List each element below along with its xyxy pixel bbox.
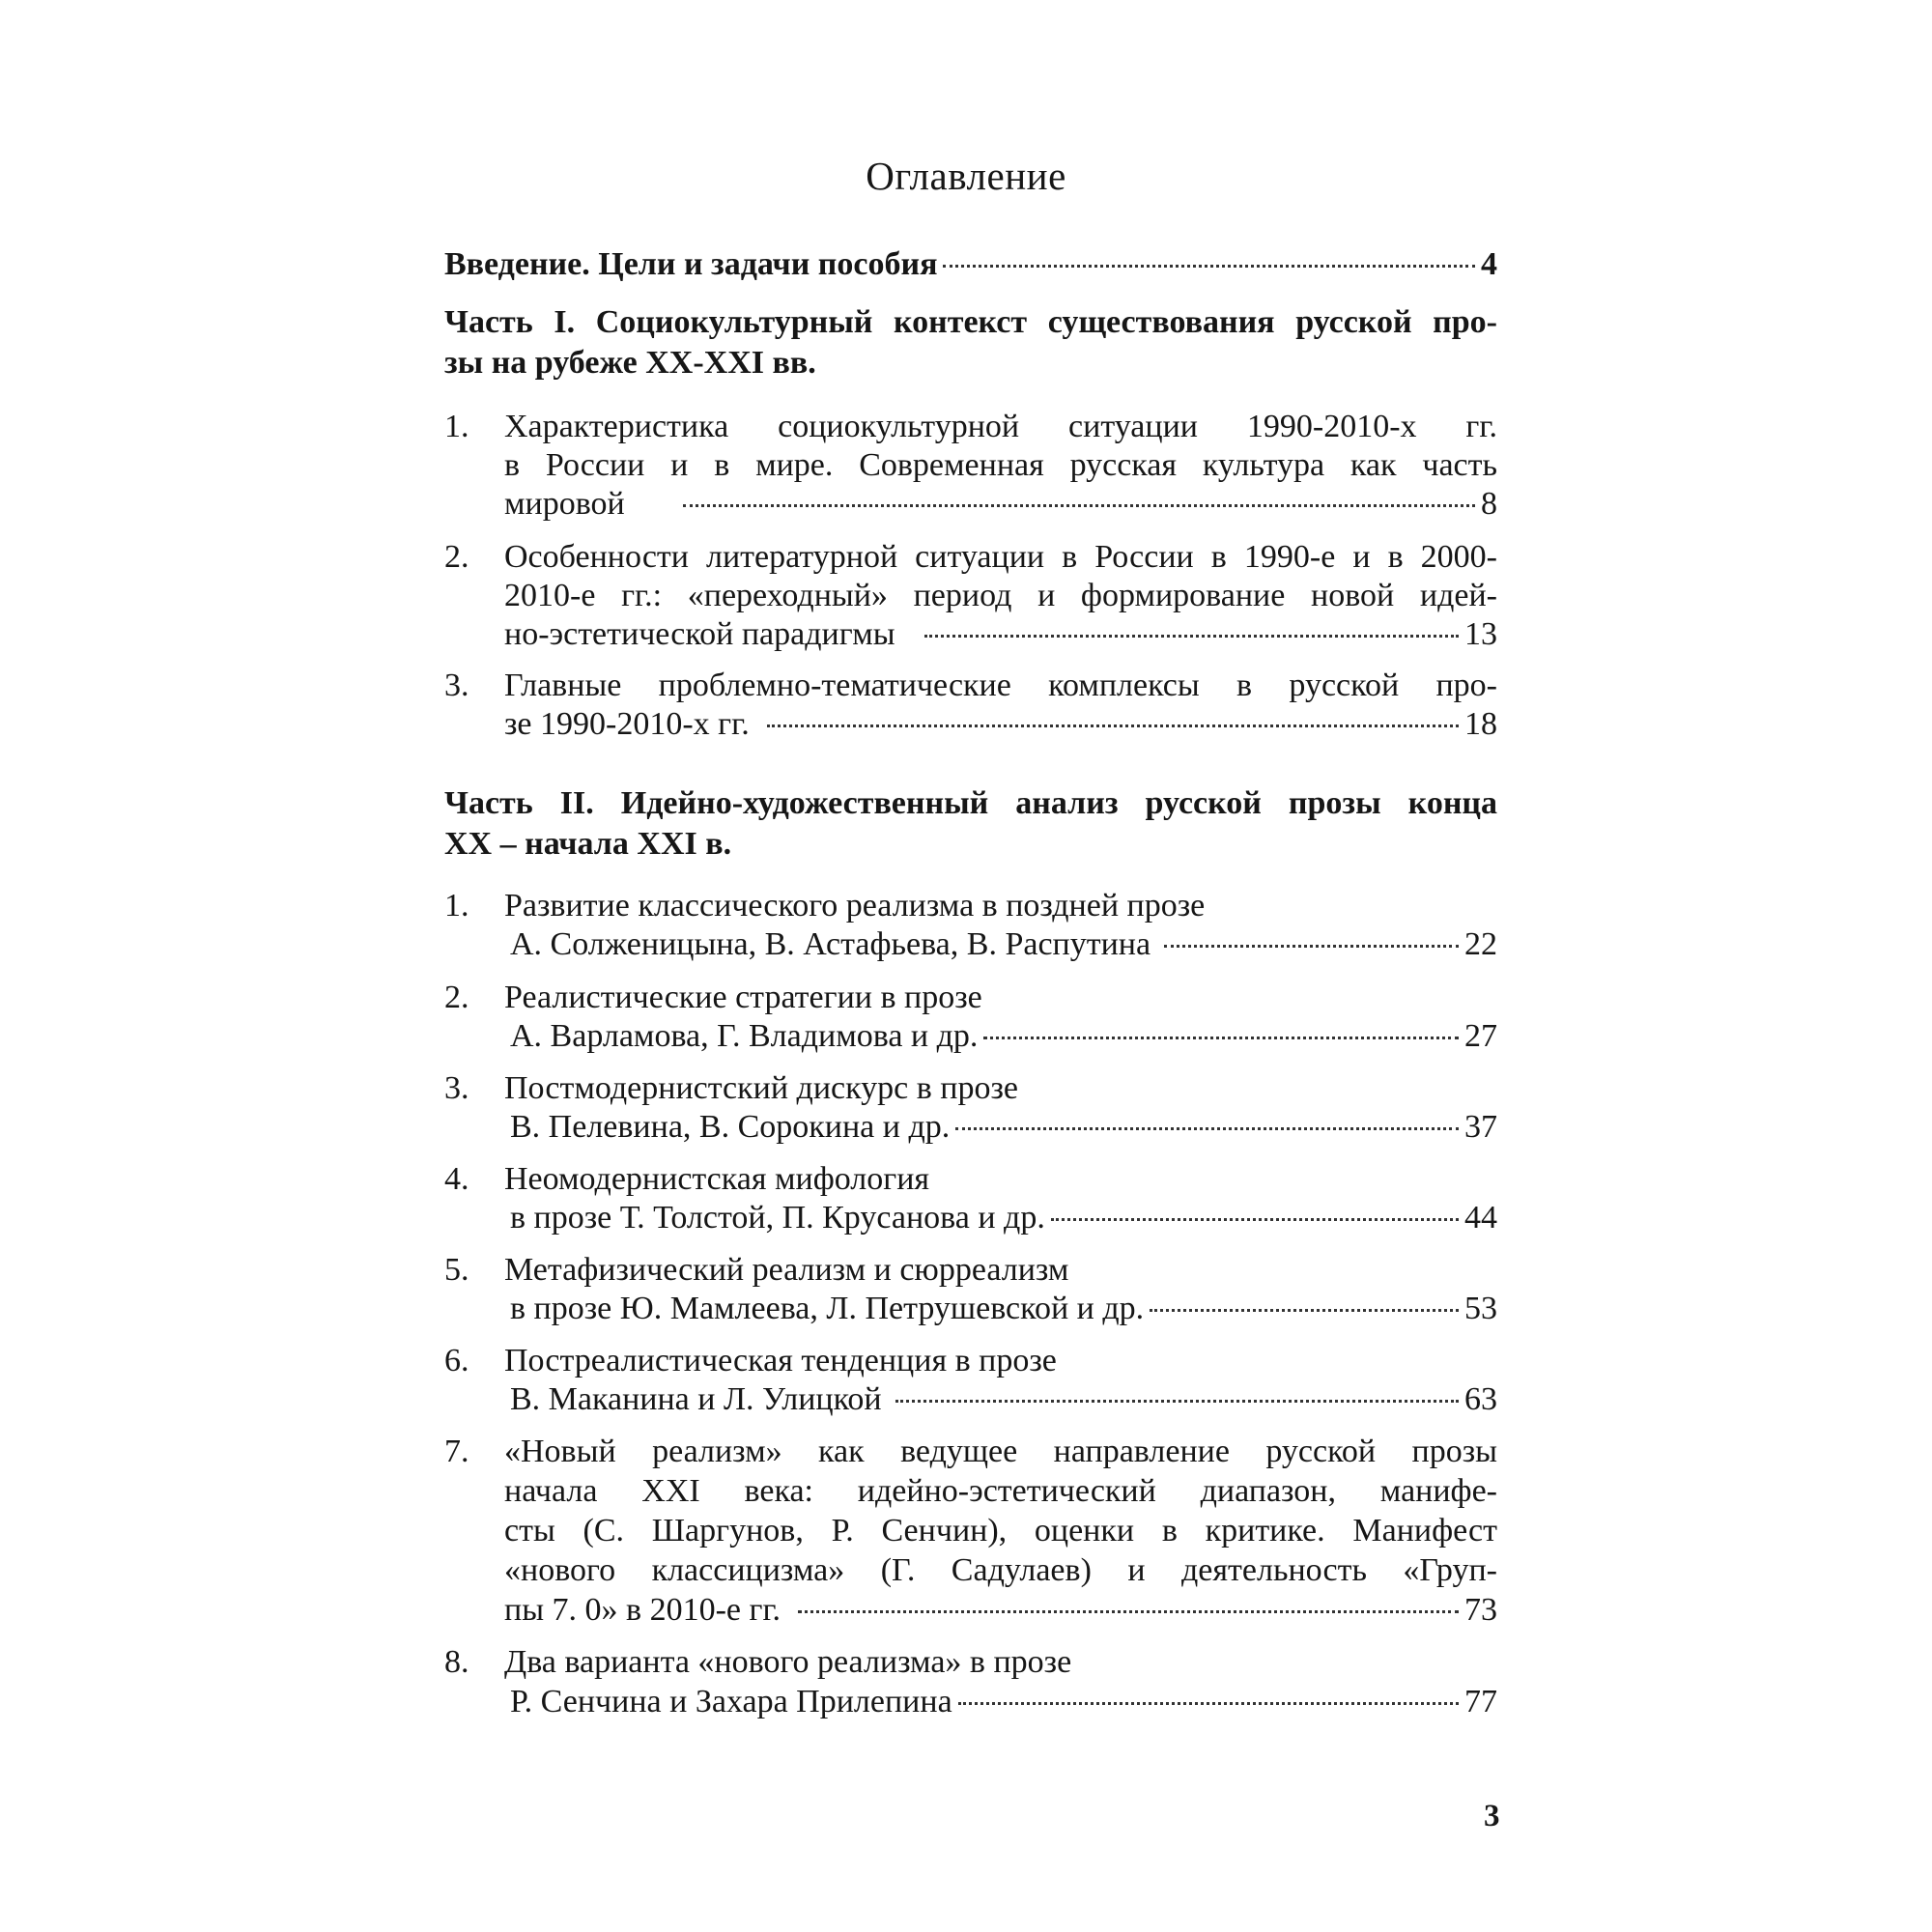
item-text: Постреалистическая тенденция в прозе xyxy=(504,1343,1057,1378)
item-page: 44 xyxy=(1464,1200,1497,1236)
leader-dots xyxy=(767,724,1459,727)
leader-dots xyxy=(1164,945,1459,948)
item-text: Характеристика социокультурной ситуации 1990-2010-х гг. xyxy=(504,409,1497,444)
item-text: но-эстетической парадигмы xyxy=(504,616,895,652)
item-number: 1. xyxy=(444,888,469,923)
item-number: 6. xyxy=(444,1343,469,1378)
item-page: 63 xyxy=(1464,1381,1497,1417)
leader-dots xyxy=(955,1127,1459,1130)
leader-dots xyxy=(895,1400,1459,1403)
item-text: В. Маканина и Л. Улицкой xyxy=(510,1381,882,1417)
item-number: 3. xyxy=(444,668,469,703)
item-page: 77 xyxy=(1464,1684,1497,1719)
item-number: 3. xyxy=(444,1070,469,1106)
item-text: мировой xyxy=(504,486,625,522)
item-text: в прозе Ю. Мамлеева, Л. Петрушевской и др. xyxy=(510,1291,1145,1326)
item-number: 1. xyxy=(444,409,469,444)
item-text: Неомодернистская мифология xyxy=(504,1161,930,1197)
leader-dots xyxy=(1150,1309,1459,1312)
page-title: Оглавление xyxy=(866,154,1066,198)
item-text: Метафизический реализм и сюрреализм xyxy=(504,1252,1069,1288)
item-text: А. Солженицына, В. Астафьева, В. Распутина xyxy=(510,926,1151,962)
item-text: Главные проблемно-тематические комплексы в русской про- xyxy=(504,668,1497,703)
item-page: 37 xyxy=(1464,1109,1497,1145)
item-text: В. Пелевина, В. Сорокина и др. xyxy=(510,1109,951,1145)
item-page: 18 xyxy=(1464,706,1497,742)
item-page: 73 xyxy=(1464,1592,1497,1628)
item-text: сты (С. Шаргунов, Р. Сенчин), оценки в критике. Манифест xyxy=(504,1513,1497,1548)
part1-heading-line1: Часть I. Социокультурный контекст существования русской про- xyxy=(444,304,1497,340)
toc-intro[interactable] xyxy=(444,248,1497,281)
item-number: 4. xyxy=(444,1161,469,1197)
leader-dots xyxy=(683,504,1475,507)
leader-dots xyxy=(943,265,1475,268)
item-number: 2. xyxy=(444,539,469,575)
item-number: 8. xyxy=(444,1644,469,1680)
page-number: 3 xyxy=(1484,1799,1500,1833)
item-text: в России и в мире. Современная русская культура как часть xyxy=(504,447,1497,483)
item-text: в прозе Т. Толстой, П. Крусанова и др. xyxy=(510,1200,1045,1236)
leader-dots xyxy=(958,1702,1459,1705)
toc-intro-page: 4 xyxy=(1481,246,1497,282)
item-text: Постмодернистский дискурс в прозе xyxy=(504,1070,1019,1106)
item-page: 53 xyxy=(1464,1291,1497,1326)
item-text: начала XXI века: идейно-эстетический диапазон, манифе- xyxy=(504,1473,1497,1509)
item-text: зе 1990-2010-х гг. xyxy=(504,706,750,742)
part1-heading-line2: зы на рубеже XX-XXI вв. xyxy=(444,345,816,381)
item-text: Особенности литературной ситуации в России в 1990-е и в 2000- xyxy=(504,539,1497,575)
item-page: 8 xyxy=(1481,486,1497,522)
item-number: 2. xyxy=(444,980,469,1015)
item-page: 13 xyxy=(1464,616,1497,652)
leader-dots xyxy=(983,1037,1459,1039)
item-text: Развитие классического реализма в поздней прозе xyxy=(504,888,1206,923)
item-text: Реалистические стратегии в прозе xyxy=(504,980,982,1015)
item-text: пы 7. 0» в 2010-е гг. xyxy=(504,1592,781,1628)
item-number: 5. xyxy=(444,1252,469,1288)
item-page: 27 xyxy=(1464,1018,1497,1054)
leader-dots xyxy=(798,1610,1459,1613)
toc-intro-label: Введение. Цели и задачи пособия xyxy=(444,246,938,282)
item-page: 22 xyxy=(1464,926,1497,962)
item-text: «нового классицизма» (Г. Садулаев) и деятельность «Груп- xyxy=(504,1552,1497,1588)
item-text: Два варианта «нового реализма» в прозе xyxy=(504,1644,1072,1680)
part2-heading-line2: XX – начала XXI в. xyxy=(444,826,732,862)
item-number: 7. xyxy=(444,1434,469,1469)
item-text: 2010-е гг.: «переходный» период и формирование новой идей- xyxy=(504,578,1497,613)
leader-dots xyxy=(924,635,1459,638)
leader-dots xyxy=(1051,1218,1459,1221)
item-text: Р. Сенчина и Захара Прилепина xyxy=(510,1684,952,1719)
part2-heading-line1: Часть II. Идейно-художественный анализ русской прозы конца xyxy=(444,785,1497,821)
item-text: «Новый реализм» как ведущее направление русской прозы xyxy=(504,1434,1497,1469)
item-text: А. Варламова, Г. Владимова и др. xyxy=(510,1018,979,1054)
